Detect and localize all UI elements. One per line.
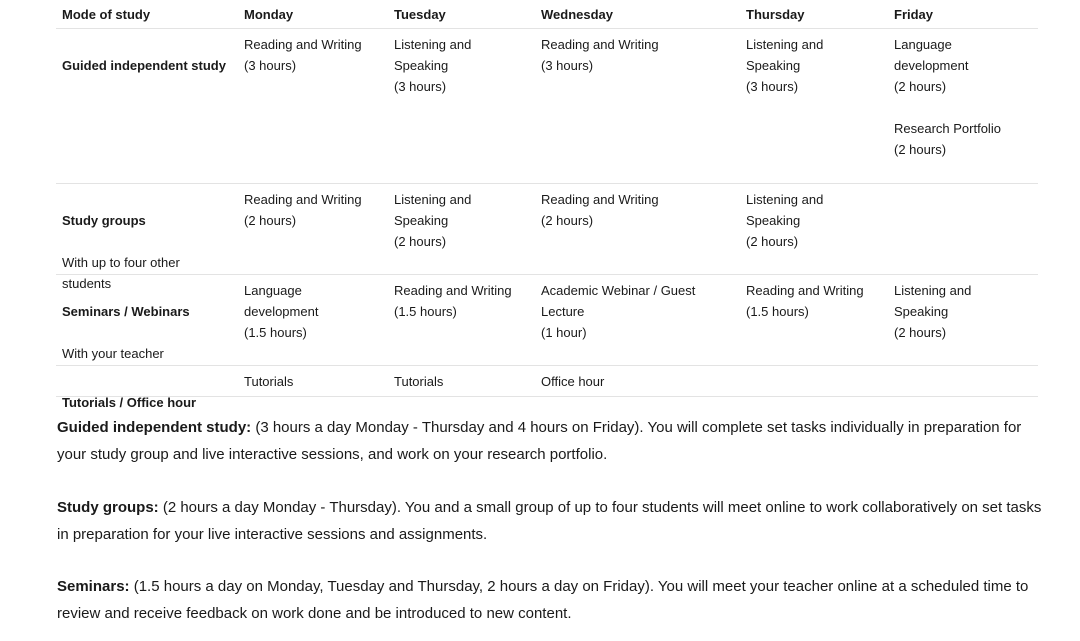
mode-subtitle: With your teacher <box>62 346 164 361</box>
header-friday: Friday <box>894 7 934 22</box>
header-mode-of-study: Mode of study <box>62 7 151 22</box>
paragraph-guided-independent-study <box>57 414 1047 468</box>
table-cell-thursday: Listening and Speaking (3 hours) <box>746 37 824 94</box>
header-wednesday: Wednesday <box>541 7 614 22</box>
table-row-seminars-webinars <box>56 275 1038 366</box>
table-cell-tuesday: Listening and Speaking (2 hours) <box>394 192 472 249</box>
header-thursday: Thursday <box>746 7 805 22</box>
table-cell-tuesday: Listening and Speaking (3 hours) <box>394 37 472 94</box>
mode-title: Tutorials / Office hour <box>62 395 197 410</box>
mode-title: Seminars / Webinars <box>62 304 190 319</box>
table-cell-wednesday: Reading and Writing (3 hours) <box>541 37 659 73</box>
paragraph-study-groups <box>57 494 1047 548</box>
table-cell-wednesday: Office hour <box>541 374 605 389</box>
table-cell-wednesday: Academic Webinar / Guest Lecture (1 hour) <box>541 283 696 340</box>
table-cell-monday: Reading and Writing (2 hours) <box>244 192 362 228</box>
schedule-table <box>56 0 1038 410</box>
table-cell-thursday: Listening and Speaking (2 hours) <box>746 192 824 249</box>
table-cell-tuesday: Tutorials <box>394 374 444 389</box>
mode-cell <box>56 29 238 183</box>
paragraph-seminars <box>57 573 1047 627</box>
table-cell-friday: Language development (2 hours) Research Portfolio (2 hours) <box>894 37 1001 157</box>
table-cell-monday: Language development (1.5 hours) <box>244 283 319 340</box>
paragraph-text: (3 hours a day Monday - Thursday and 4 hours on Friday). You will complete set tasks individually in preparation for your study group and live interactive sessions, and work on your research portfolio. <box>57 419 1022 463</box>
table-cell-monday: Reading and Writing (3 hours) <box>244 37 362 73</box>
paragraph-text: (2 hours a day Monday - Thursday). You and a small group of up to four students will meet online to work collaboratively on set tasks in preparation for your live interactive sessions and assignments. <box>57 499 1042 543</box>
table-cell-tuesday: Reading and Writing (1.5 hours) <box>394 283 512 319</box>
paragraph-label: Seminars: <box>57 578 130 595</box>
table-header-row <box>56 0 1038 29</box>
table-cell-wednesday: Reading and Writing (2 hours) <box>541 192 659 228</box>
paragraph-text: (1.5 hours a day on Monday, Tuesday and Thursday, 2 hours a day on Friday). You will meet your teacher online at a scheduled time to review and receive feedback on work done and be introduced to new content. <box>57 578 1029 622</box>
table-row-tutorials-office-hour <box>56 366 1038 410</box>
table-row-guided-independent-study <box>56 29 1038 184</box>
table-row-study-groups <box>56 184 1038 291</box>
table-cell-monday: Tutorials <box>244 374 294 389</box>
mode-title: Study groups <box>62 213 146 228</box>
table-cell-thursday: Reading and Writing (1.5 hours) <box>746 283 864 319</box>
paragraph-label: Guided independent study: <box>57 419 252 436</box>
mode-title: Guided independent study <box>62 58 226 73</box>
paragraph-label: Study groups: <box>57 499 159 516</box>
header-monday: Monday <box>244 7 294 22</box>
header-tuesday: Tuesday <box>394 7 446 22</box>
mode-subtitle: With up to four other students <box>62 255 180 291</box>
table-cell-friday: Listening and Speaking (2 hours) <box>894 283 972 340</box>
